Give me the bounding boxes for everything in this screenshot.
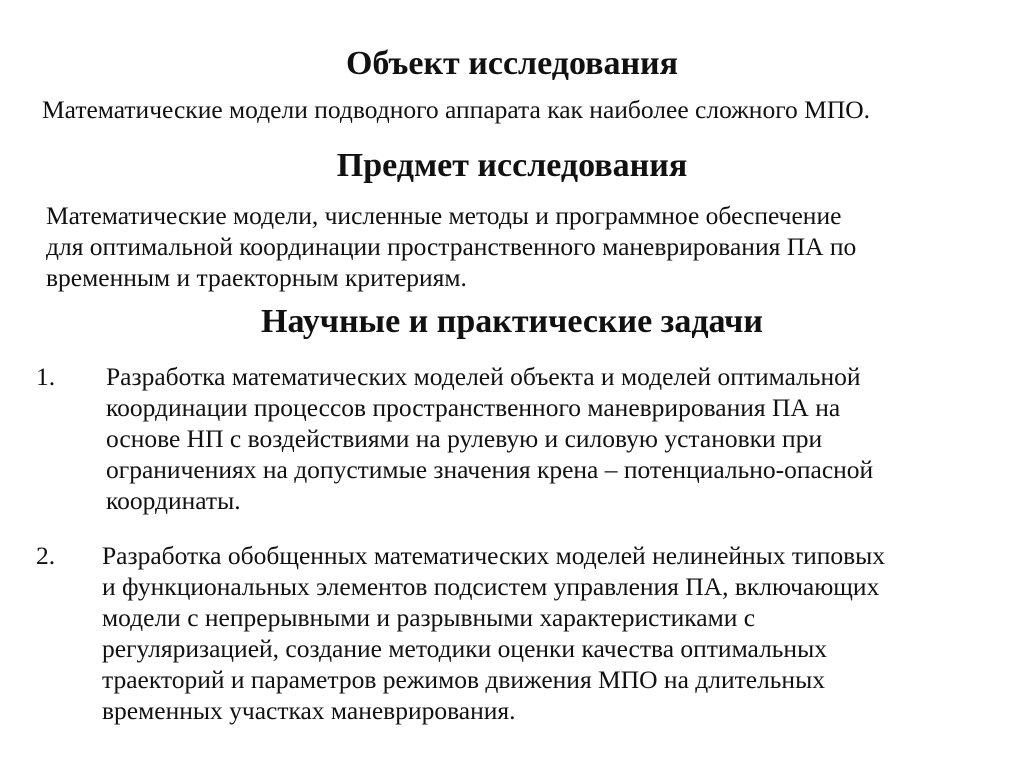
- task-2-line: Разработка обобщенных математических моделей нелинейных типовых: [102, 541, 886, 570]
- subject-line: временным и траекторным критериям.: [46, 263, 467, 292]
- task-1-line: координации процессов пространственного маневрирования ПА на: [106, 393, 841, 422]
- task-2-text: [102, 540, 885, 726]
- task-2-line: временных участках маневрирования.: [102, 696, 516, 725]
- subject-text: [46, 200, 856, 293]
- tasks-heading: Научные и практические задачи: [261, 303, 763, 340]
- task-2-line: модели с непрерывными и разрывными характеристиками с: [102, 603, 756, 632]
- task-1-text: [106, 361, 873, 516]
- subject-line: для оптимальной координации пространственного маневрирования ПА по: [46, 232, 857, 261]
- task-1-line: Разработка математических моделей объекта и моделей оптимальной: [106, 362, 861, 391]
- subject-line: Математические модели, численные методы и программное обеспечение: [46, 201, 842, 230]
- task-1-line: координаты.: [106, 486, 241, 515]
- task-2-line: траекторий и параметров режимов движения МПО на длительных: [102, 665, 825, 694]
- task-1-number: 1.: [36, 362, 56, 391]
- task-1-line: основе НП с воздействиями на рулевую и силовую установки при: [106, 424, 823, 453]
- object-text: Математические модели подводного аппарата как наиболее сложного МПО.: [42, 95, 871, 124]
- subject-heading: Предмет исследования: [336, 147, 688, 184]
- task-2-number: 2.: [36, 541, 56, 570]
- task-2-line: регуляризацией, создание методики оценки качества оптимальных: [102, 634, 827, 663]
- object-heading: Объект исследования: [345, 45, 679, 82]
- task-1-line: ограничениях на допустимые значения крена – потенциально-опасной: [106, 455, 874, 484]
- task-2-line: и функциональных элементов подсистем управления ПА, включающих: [102, 572, 880, 601]
